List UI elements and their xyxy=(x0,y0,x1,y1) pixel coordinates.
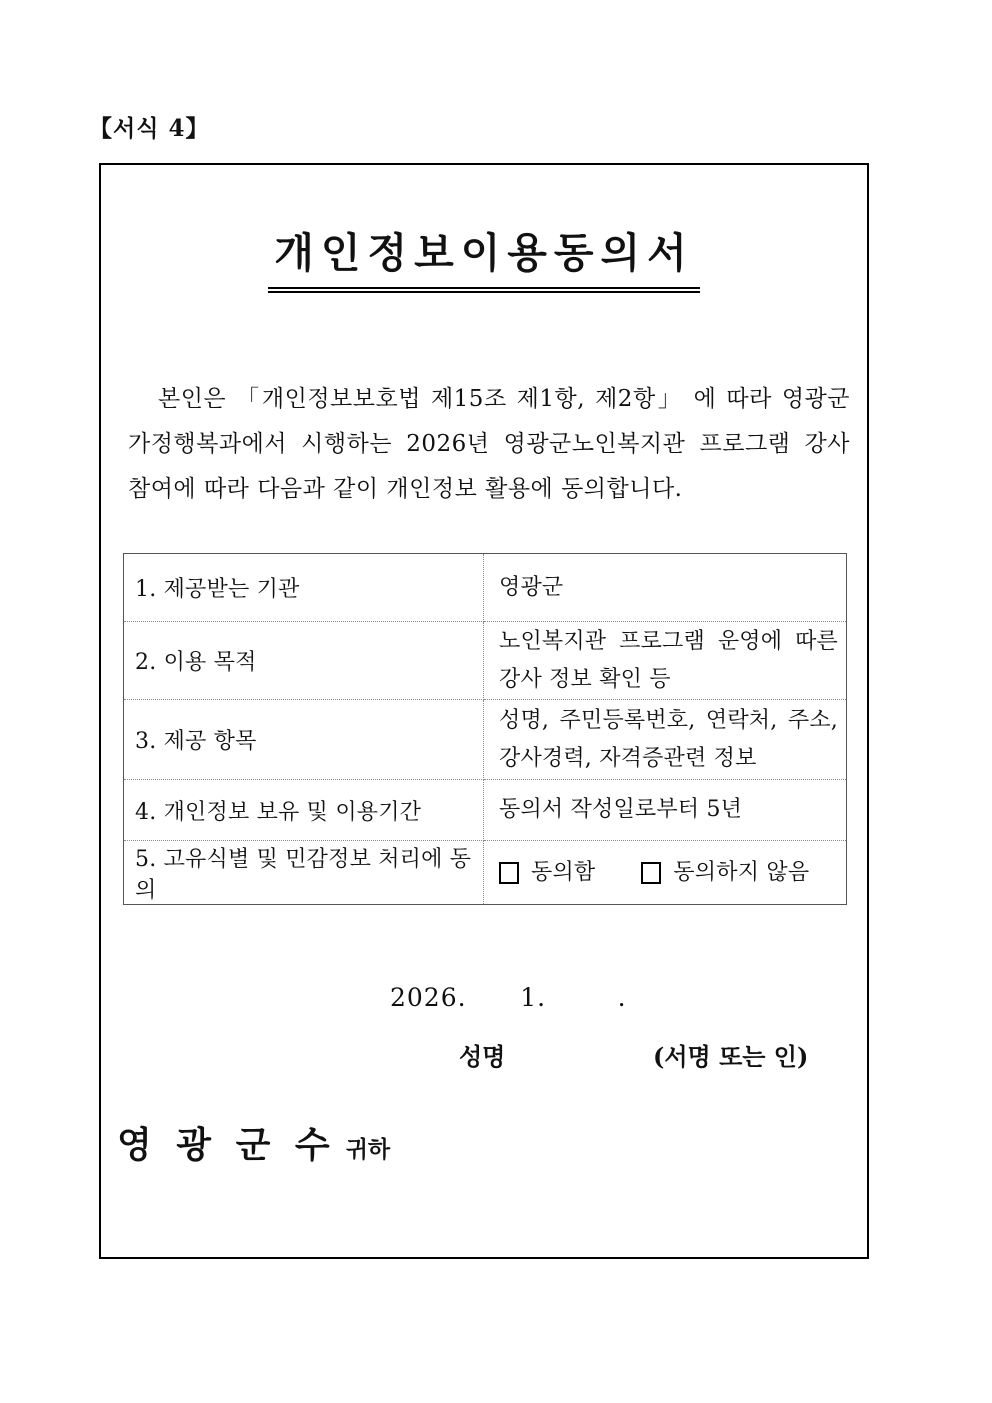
form-number-label: 【서식 4】 xyxy=(89,115,210,142)
table-row xyxy=(124,700,847,780)
disagree-checkbox[interactable] xyxy=(641,862,661,884)
page-title: 개인정보이용동의서 xyxy=(268,220,699,293)
row1-label: 1. 제공받는 기관 xyxy=(124,554,484,622)
table-row xyxy=(124,622,847,700)
addressee-honorific: 귀하 xyxy=(345,1136,391,1163)
document-border-box xyxy=(99,163,869,1259)
agree-label: 동의함 xyxy=(531,859,596,885)
table-row xyxy=(124,780,847,841)
row4-value: 동의서 작성일로부터 5년 xyxy=(484,780,847,841)
disagree-label: 동의하지 않음 xyxy=(673,859,810,885)
row3-value: 성명, 주민등록번호, 연락처, 주소, 강사경력, 자격증관련 정보 xyxy=(484,700,847,780)
row3-label: 3. 제공 항목 xyxy=(124,700,484,780)
table-row xyxy=(124,841,847,905)
row2-value: 노인복지관 프로그램 운영에 따른 강사 정보 확인 등 xyxy=(484,622,847,700)
signer-name-label: 성명 xyxy=(459,1042,506,1071)
row4-label: 4. 개인정보 보유 및 이용기간 xyxy=(124,780,484,841)
title-container xyxy=(101,220,867,293)
agree-checkbox[interactable] xyxy=(499,862,519,884)
signature-line xyxy=(101,1037,867,1071)
row2-label: 2. 이용 목적 xyxy=(124,622,484,700)
signature-or-seal-label: (서명 또는 인) xyxy=(653,1042,809,1071)
addressee-title: 영 광 군 수 xyxy=(117,1124,336,1166)
consent-options-group xyxy=(499,854,838,892)
addressee-line xyxy=(117,1117,390,1168)
consent-details-table xyxy=(123,553,847,905)
row1-value: 영광군 xyxy=(484,554,847,622)
consent-statement-paragraph: 본인은 「개인정보보호법 제15조 제1항, 제2항」 에 따라 영광군 가정행복과에서 시행하는 2026년 영광군노인복지관 프로그램 강사 참여에 따라 다음과 같이 개인정보 활용에 동의합니다. xyxy=(128,386,850,502)
date-line: 2026. 1. . xyxy=(390,983,627,1012)
row5-value xyxy=(484,841,847,905)
consent-option-disagree xyxy=(641,854,809,892)
row5-label: 5. 고유식별 및 민감정보 처리에 동의 xyxy=(124,841,484,905)
table-row xyxy=(124,554,847,622)
consent-option-agree xyxy=(499,854,595,892)
